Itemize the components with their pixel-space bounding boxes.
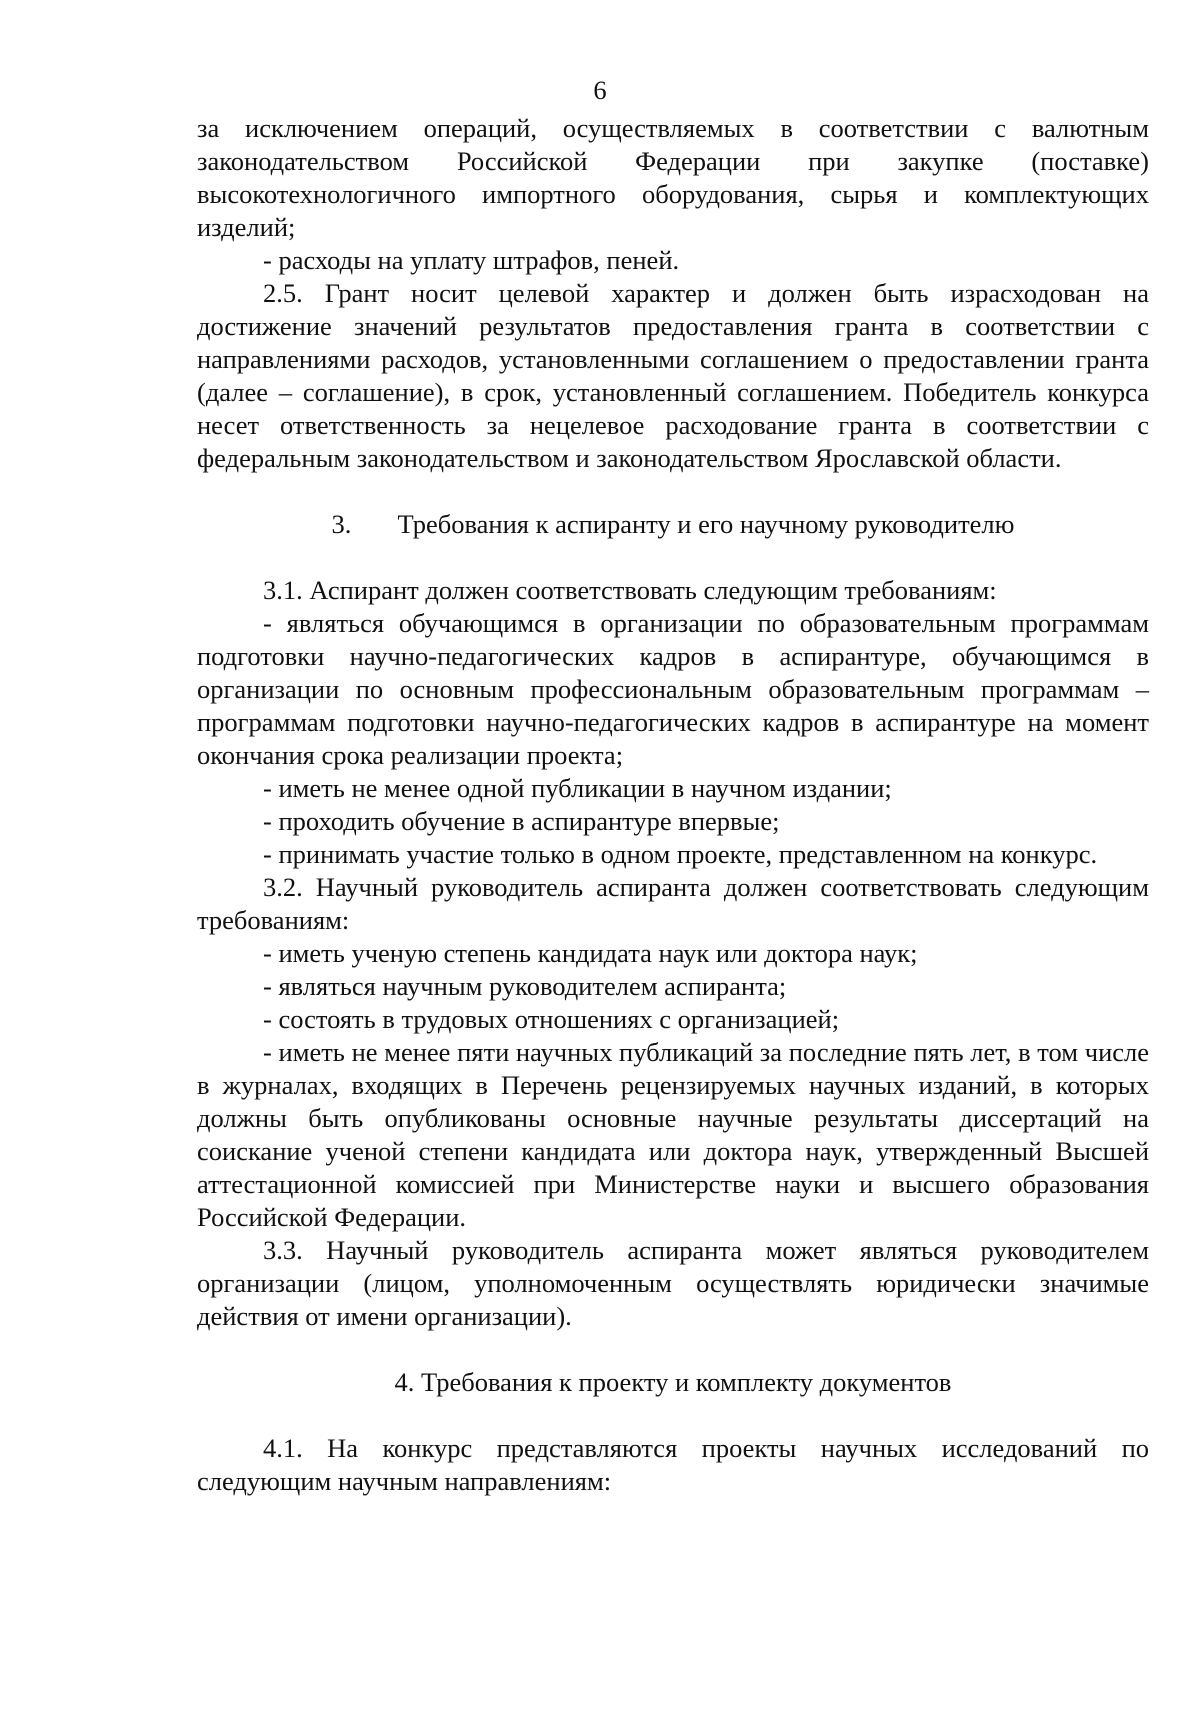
paragraph: 3.3. Научный руководитель аспиранта может являться руководителем организации (лицом, уполномоченным осуществлять юридически значимые действия от имени организации). xyxy=(197,1235,1149,1331)
paragraph: - являться обучающимся в организации по образовательным программам подготовки научно-педагогических кадров в аспирантуре, обучающимся в организации по основным профессиональным образовательным программам – программам подготовки научно-педагогических кадров в аспирантуре на момент окончания срока реализации проекта; xyxy=(197,608,1149,770)
page-number: 6 xyxy=(593,75,607,105)
section-heading-3 xyxy=(197,508,1149,541)
paragraph: - проходить обучение в аспирантуре впервые; xyxy=(263,806,780,836)
section-number: 3. xyxy=(331,509,352,539)
paragraph: - иметь ученую степень кандидата наук или доктора наук; xyxy=(263,938,918,968)
paragraph: 3.2. Научный руководитель аспиранта должен соответствовать следующим требованиям: xyxy=(197,872,1149,935)
document-body xyxy=(197,112,1149,1498)
paragraph: - иметь не менее пяти научных публикаций за последние пять лет, в том числе в журналах, входящих в Перечень рецензируемых научных изданий, в которых должны быть опубликованы основные научные результаты диссертаций на соискание ученой степени кандидата или доктора наук, утвержденный Высшей аттестационной комиссией при Министерстве науки и высшего образования Российской Федерации. xyxy=(197,1037,1149,1232)
paragraph: - являться научным руководителем аспиранта; xyxy=(263,971,787,1001)
paragraph: - иметь не менее одной публикации в научном издании; xyxy=(263,773,892,803)
paragraph: за исключением операций, осуществляемых в соответствии с валютным законодательством Российской Федерации при закупке (поставке) высокотехнологичного импортного оборудования, сырья и комплектующих изделий; xyxy=(197,113,1149,242)
paragraph: - принимать участие только в одном проекте, представленном на конкурс. xyxy=(263,839,1098,869)
paragraph: 3.1. Аспирант должен соответствовать следующим требованиям: xyxy=(263,575,997,605)
paragraph: 4.1. На конкурс представляются проекты научных исследований по следующим научным направлениям: xyxy=(197,1433,1149,1496)
section-title: Требования к аспиранту и его научному руководителю xyxy=(397,509,1015,539)
paragraph: 2.5. Грант носит целевой характер и должен быть израсходован на достижение значений результатов предоставления гранта в соответствии с направлениями расходов, установленными соглашением о предоставлении гранта (далее – соглашение), в срок, установленный соглашением. Победитель конкурса несет ответственность за нецелевое расходование гранта в соответствии с федеральным законодательством и законодательством Ярославской области. xyxy=(197,278,1149,473)
section-heading-4: 4. Требования к проекту и комплекту документов xyxy=(394,1367,952,1397)
paragraph: - расходы на уплату штрафов, пеней. xyxy=(263,245,680,275)
paragraph: - состоять в трудовых отношениях с организацией; xyxy=(263,1004,840,1034)
